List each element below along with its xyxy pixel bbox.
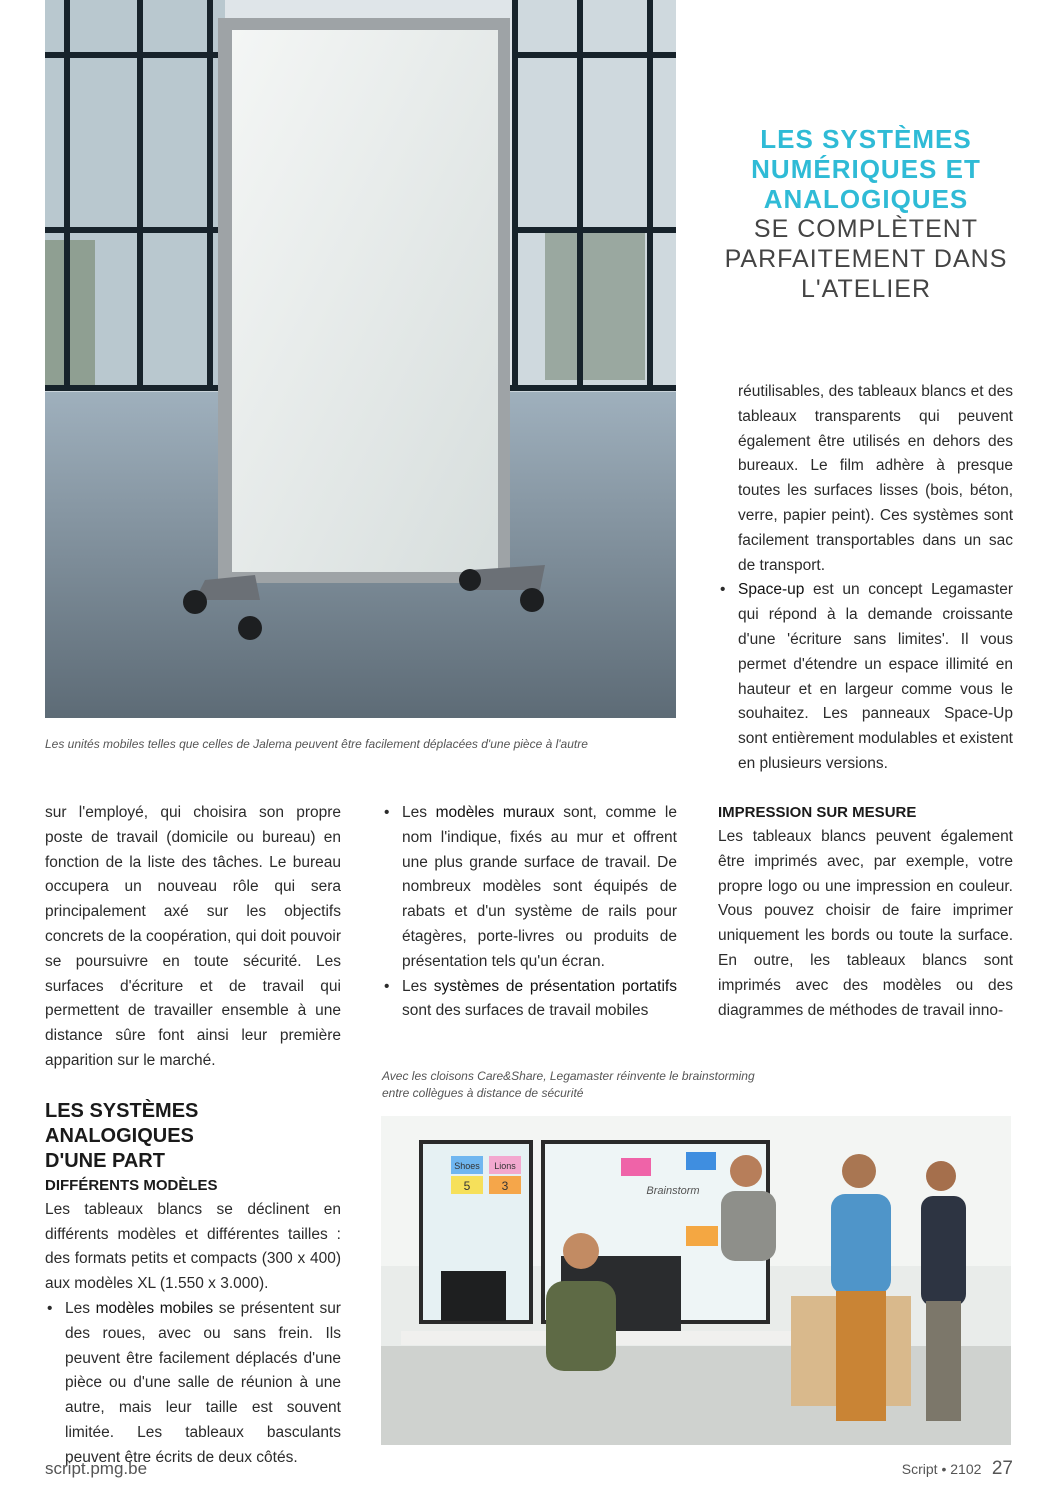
- bottom-caption-line-1: Avec les cloisons Care&Share, Legamaster réinvente le brainstorming: [382, 1069, 755, 1083]
- column-2: [382, 801, 677, 1024]
- bullet-portable-systems: [382, 975, 677, 1025]
- footer-issue: [860, 1458, 1013, 1480]
- right-top-paragraph: réutilisables, des tableaux blancs et des tableaux transparents qui peuvent également être utilisés en dehors des bureaux. Le film adhère à presque toutes les surfaces lisses (bois, béton, verre, papier peint). Ces systèmes sont facilement transportables dans un sac de transport.: [738, 383, 1013, 574]
- bullet-prefix: Les: [65, 1299, 96, 1317]
- bullet-space-up: [718, 578, 1013, 776]
- note-lions: Lions: [494, 1161, 516, 1171]
- bottom-caption-line-2: entre collègues à distance de sécurité: [382, 1086, 584, 1100]
- section-heading-line-2: D'UNE PART: [45, 1149, 165, 1172]
- subheading-models: DIFFÉRENTS MODÈLES: [45, 1176, 218, 1194]
- bullet-mobile-text: se présentent sur des roues, avec ou sans frein. Ils peuvent être facilement déplacés d'une pièce ou d'une salle de réunion à une autre, mais leur taille est souvent limitée. Les tableaux basculants peuvent être écrits de deux côtés.: [65, 1299, 341, 1466]
- note-five: 5: [463, 1179, 471, 1193]
- footer-site-link[interactable]: script.pmg.be: [45, 1459, 148, 1478]
- bullet-prefix: Les: [402, 804, 436, 821]
- col1-paragraph: sur l'employé, qui choisira son propre poste de travail (domicile ou bureau) en fonction de la liste des tâches. Le bureau occupera un nouveau rôle qui sera principalement axé sur les objectifs concrets de la coopération, qui doit pouvoir se poursuivre en toute sécurité. Les surfaces d'écriture et de travail qui permettent de travailler ensemble à une distance sûre font ainsi leur première apparition sur le marché.: [45, 804, 341, 1069]
- right-top-text: [718, 380, 1013, 777]
- note-shoes: Shoes: [454, 1161, 480, 1171]
- section-heading-analog: [45, 1099, 341, 1174]
- bullet-space-up-text: est un concept Legamaster qui répond à la demande croissante d'une 'écriture sans limites'. Il vous permet d'étendre un espace illimité en hauteur et en largeur comme vous le souhaitez. Les panneaux Space-Up sont entièrement modulables et existent en plusieurs versions.: [738, 581, 1013, 772]
- headline-line-4: SE COMPLÈTENT: [753, 215, 979, 243]
- bullet-prefix: Les: [402, 977, 434, 995]
- top-photo-caption: Les unités mobiles telles que celles de Jalema peuvent être facilement déplacées d'une pièce à l'autre: [45, 737, 588, 751]
- col1-paragraph-2: Les tableaux blancs se déclinent en différents modèles et différentes tailles : des formats petits et compacts (300 x 400) aux modèles XL (1.550 x 3.000).: [45, 1200, 341, 1293]
- bullet-wall-text: sont, comme le nom l'indique, fixés au mur et offrent une plus grande surface de travail. De nombreux modèles sont équipés de rabats et d'un système de rails pour étagères, porte-livres ou produits de présentation tels qu'un écran.: [402, 804, 677, 970]
- footer-issue-label: Script • 2102: [901, 1461, 982, 1477]
- headline-line-5: PARFAITEMENT DANS: [724, 245, 1008, 273]
- board-brainstorm-label: Brainstorm: [646, 1185, 700, 1197]
- headline-line-6: L'ATELIER: [800, 275, 932, 303]
- mobile-whiteboard-image: [45, 0, 676, 718]
- keyword-portable-systems: systèmes de présentation portatifs: [433, 977, 677, 995]
- keyword-wall-models: modèles muraux: [435, 804, 555, 821]
- bottom-photo: [381, 1116, 1011, 1445]
- keyword-space-up: Space-up: [738, 581, 805, 599]
- office-brainstorm-image: [381, 1116, 1011, 1445]
- bullet-portable-text: sont des surfaces de travail mobiles: [402, 1002, 649, 1020]
- headline-line-1: LES SYSTÈMES: [760, 124, 972, 154]
- top-photo: [45, 0, 676, 718]
- col3-paragraph: Les tableaux blancs peuvent également être imprimés avec, par exemple, votre propre logo ou une impression en couleur. Vous pouvez choisir de faire imprimer uniquement les bords ou toute la surface. En outre, les tableaux blancs sont imprimés avec des modèles ou des diagrammes de méthodes de travail inno-: [718, 828, 1013, 1019]
- keyword-mobile-models: modèles mobiles: [95, 1299, 214, 1317]
- headline-line-2: NUMÉRIQUES ET: [751, 154, 981, 184]
- column-3: [718, 801, 1013, 1023]
- section-heading-line-1: LES SYSTÈMES ANALOGIQUES: [45, 1099, 199, 1147]
- headline: [718, 124, 1014, 304]
- bullet-wall-models: [382, 801, 677, 975]
- note-three: 3: [501, 1179, 509, 1193]
- column-1: [45, 801, 341, 1471]
- page-number: 27: [991, 1458, 1013, 1479]
- subheading-custom-print: IMPRESSION SUR MESURE: [718, 804, 917, 821]
- bottom-photo-caption: [382, 1068, 812, 1102]
- headline-line-3: ANALOGIQUES: [763, 184, 969, 214]
- bullet-mobile-models: [45, 1297, 341, 1471]
